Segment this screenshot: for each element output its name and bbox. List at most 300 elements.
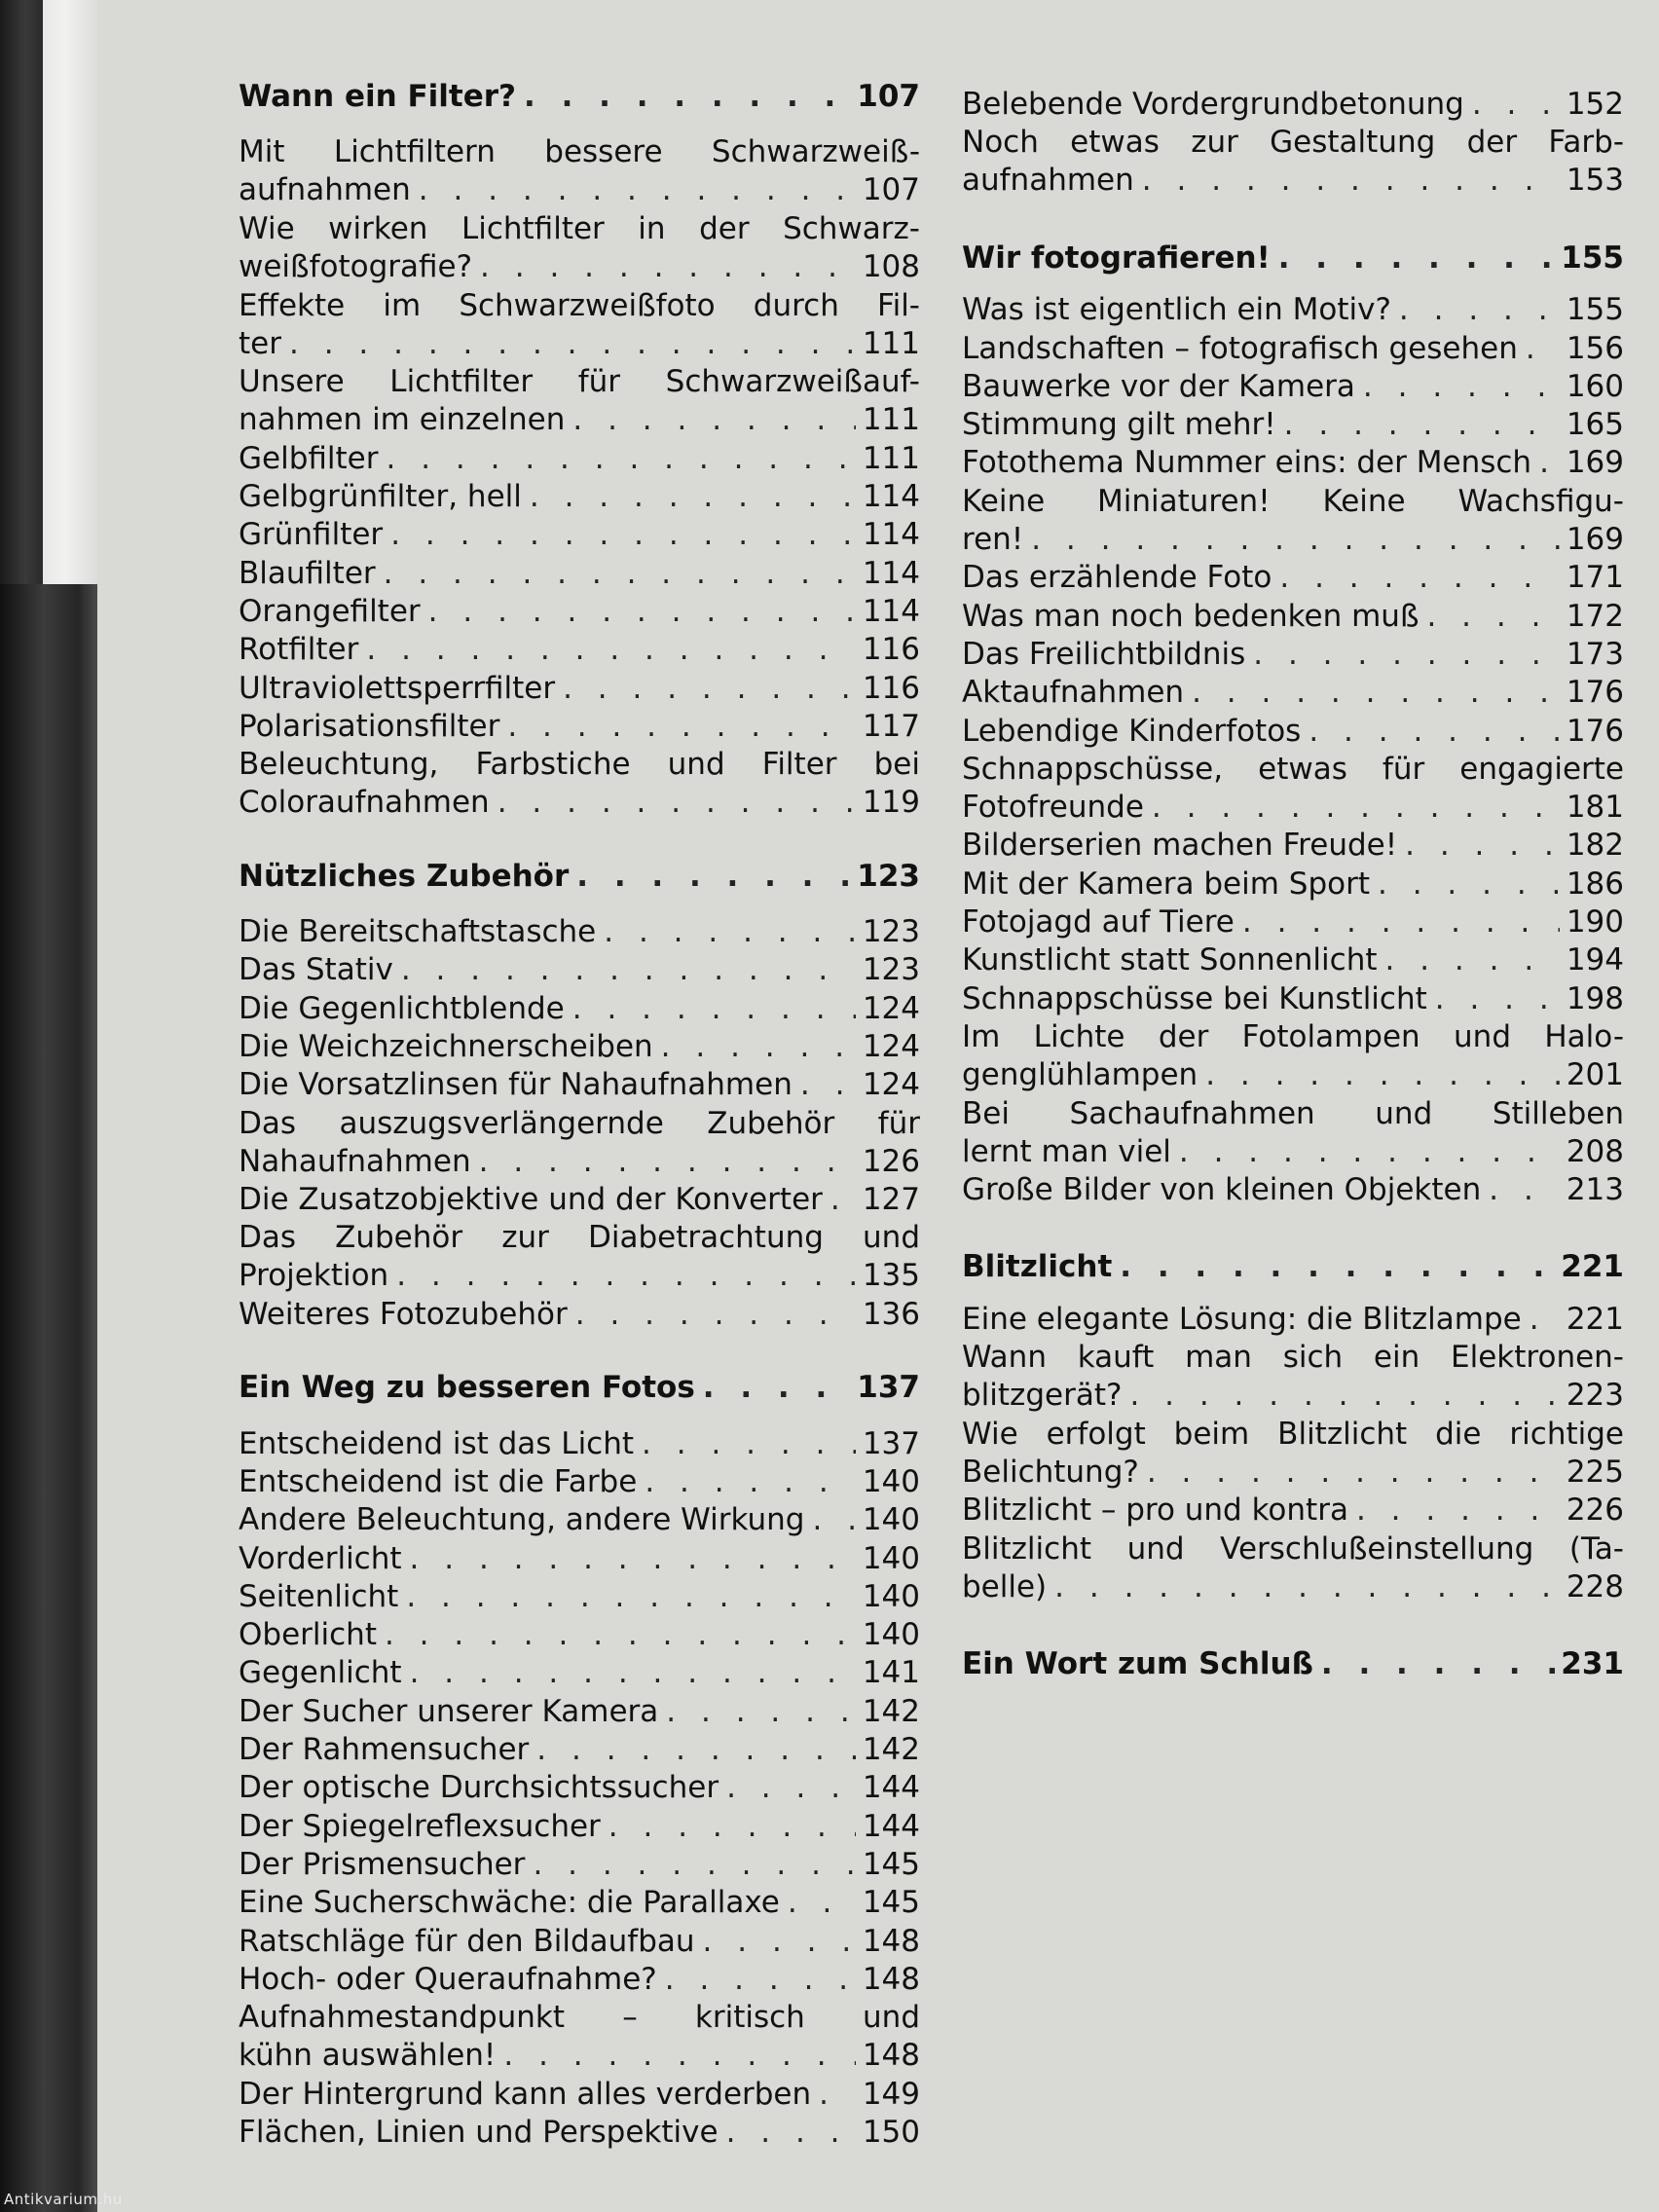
toc-chapter-heading (962, 1645, 1624, 1683)
toc-page-number: 194 (1566, 942, 1624, 978)
dot-leader (289, 325, 856, 363)
toc-page-number: 140 (862, 1463, 920, 1499)
dot-leader (645, 1463, 856, 1501)
dot-leader (788, 1884, 856, 1922)
toc-entry (239, 555, 920, 593)
dot-leader (1129, 1377, 1560, 1415)
dot-leader (387, 440, 857, 478)
dot-leader (726, 1769, 856, 1807)
dot-leader (479, 1143, 856, 1181)
toc-entry-text: Blitzlicht und Verschlußeinstellung (Ta- (962, 1530, 1624, 1567)
toc-page-number: 226 (1566, 1493, 1624, 1529)
toc-entry-text: Gelbgrünfilter, hell (239, 479, 522, 514)
toc-entry (239, 1578, 920, 1616)
toc-entry (962, 86, 1624, 124)
toc-entry (962, 291, 1624, 329)
toc-chapter-heading (962, 240, 1624, 277)
toc-page-number: 148 (862, 2038, 920, 2074)
book-spine-band (0, 584, 97, 2212)
dot-leader (1152, 789, 1560, 827)
dot-leader (1385, 941, 1560, 979)
toc-entry (239, 1540, 920, 1578)
toc-entry-text: Fotojagd auf Tiere (962, 904, 1235, 940)
dot-leader (1179, 1133, 1560, 1171)
toc-entry-text: Große Bilder von kleinen Objekten (962, 1172, 1482, 1208)
toc-page-number: 155 (1566, 292, 1624, 328)
toc-entry (962, 368, 1624, 406)
toc-page-number: 137 (857, 1370, 920, 1406)
toc-entry (239, 593, 920, 631)
dot-leader (812, 1501, 856, 1539)
toc-chapter-heading (239, 858, 920, 896)
toc-entry-text: Bauwerke vor der Kamera (962, 368, 1355, 404)
toc-page-number: 144 (862, 1770, 920, 1806)
toc-page-number: 169 (1566, 445, 1624, 481)
toc-entry (239, 708, 920, 746)
toc-entry-text: Blitzlicht (962, 1249, 1113, 1285)
dot-leader (1526, 330, 1560, 368)
toc-page-number: 116 (862, 632, 920, 668)
toc-entry (962, 124, 1624, 200)
toc-entry (962, 636, 1624, 674)
toc-entry-text: Landschaften – fotografisch gesehen (962, 330, 1518, 366)
dot-leader (830, 1181, 856, 1219)
toc-entry (239, 1923, 920, 1961)
dot-leader (604, 913, 856, 951)
toc-entry (239, 287, 920, 363)
toc-entry-text: Mit der Kamera beim Sport (962, 866, 1370, 902)
toc-entry-text: Bilderserien machen Freude! (962, 828, 1398, 864)
toc-entry-text: Weiteres Fotozubehör (239, 1297, 568, 1332)
toc-entry-text: Nahaufnahmen (239, 1143, 471, 1179)
toc-entry-text: Seitenlicht (239, 1578, 399, 1614)
toc-entry-text: Der Sucher unserer Kamera (239, 1693, 659, 1729)
dot-leader (1142, 162, 1560, 200)
toc-entry (239, 670, 920, 708)
toc-entry-text: blitzgerät? (962, 1378, 1123, 1413)
toc-entry (239, 1219, 920, 1295)
toc-entry-text: Gegenlicht (239, 1655, 402, 1691)
toc-entry (239, 1616, 920, 1654)
dot-leader (1192, 674, 1560, 712)
dot-leader (572, 401, 856, 439)
toc-entry (239, 363, 920, 439)
dot-leader (428, 593, 856, 631)
dot-leader (507, 708, 856, 746)
toc-page-number: 142 (862, 1732, 920, 1767)
toc-entry (239, 951, 920, 989)
toc-page-number: 172 (1566, 598, 1624, 634)
toc-entry-text: Noch etwas zur Gestaltung der Farb- (962, 125, 1624, 161)
toc-entry (239, 631, 920, 669)
toc-entry (962, 866, 1624, 903)
toc-page-number: 114 (862, 593, 920, 629)
toc-entry-text: Die Bereitschaftstasche (239, 914, 597, 949)
toc-entry (239, 1884, 920, 1922)
toc-page-number: 173 (1566, 636, 1624, 672)
toc-page-number: 160 (1566, 368, 1624, 404)
toc-entry (239, 1693, 920, 1731)
toc-entry-text: Schnappschüsse bei Kunstlicht (962, 980, 1427, 1016)
toc-entry-text: Eine elegante Lösung: die Blitzlampe (962, 1301, 1522, 1337)
toc-entry (962, 903, 1624, 941)
toc-page-number: 135 (862, 1258, 920, 1294)
toc-page-number: 140 (862, 1502, 920, 1538)
toc-chapter-heading (239, 1369, 920, 1407)
toc-entry-text: lernt man viel (962, 1133, 1171, 1169)
dot-leader (576, 858, 851, 896)
dot-leader (1279, 559, 1560, 597)
toc-entry (239, 1066, 920, 1104)
toc-entry-text: Stimmung gilt mehr! (962, 407, 1276, 443)
toc-entry-text: Hoch- oder Queraufnahme? (239, 1961, 657, 1997)
dot-leader (703, 1923, 856, 1961)
dot-leader (1205, 1056, 1560, 1094)
toc-entry-text: Das auszugsverlängernde Zubehör für (239, 1105, 920, 1141)
dot-leader (1054, 1568, 1560, 1606)
toc-entry-text: aufnahmen (962, 163, 1134, 199)
toc-entry-text: Effekte im Schwarzweißfoto durch Fil- (239, 287, 920, 323)
toc-page-number: 123 (862, 952, 920, 988)
toc-entry (239, 2114, 920, 2152)
toc-page-number: 126 (862, 1143, 920, 1179)
toc-entry-text: Belichtung? (962, 1454, 1139, 1490)
dot-leader (1435, 980, 1560, 1018)
toc-page-number: 123 (857, 858, 920, 894)
dot-leader (661, 1028, 856, 1066)
toc-entry (962, 713, 1624, 751)
dot-leader (703, 1369, 852, 1407)
toc-entry-text: Schnappschüsse, etwas für engagierte (962, 751, 1624, 787)
toc-entry (962, 827, 1624, 865)
toc-entry-text: Ein Wort zum Schluß (962, 1646, 1313, 1682)
toc-entry (239, 133, 920, 209)
toc-entry (239, 1999, 920, 2075)
toc-page-number: 155 (1561, 240, 1624, 276)
toc-entry (962, 980, 1624, 1018)
toc-page-number: 108 (862, 248, 920, 284)
dot-leader (819, 2076, 856, 2114)
toc-page-number: 107 (862, 172, 920, 208)
toc-page-number: 124 (862, 1067, 920, 1103)
toc-page-number: 114 (862, 555, 920, 591)
toc-entry-text: Was ist eigentlich ein Motiv? (962, 292, 1391, 328)
toc-entry (962, 483, 1624, 559)
toc-entry-text: Was man noch bedenken muß (962, 598, 1419, 634)
toc-entry-text: Ratschläge für den Bildaufbau (239, 1923, 695, 1959)
toc-entry-text: Keine Miniaturen! Keine Wachsfigu- (962, 483, 1624, 519)
toc-page-number: 169 (1566, 521, 1624, 557)
toc-page-number: 182 (1566, 828, 1624, 864)
dot-leader (498, 784, 856, 822)
toc-entry (239, 1463, 920, 1501)
toc-page-number: 152 (1566, 87, 1624, 122)
toc-page-number: 213 (1566, 1172, 1624, 1208)
toc-entry-text: Das erzählende Foto (962, 560, 1272, 596)
toc-entry (239, 516, 920, 554)
dot-leader (384, 555, 856, 593)
toc-entry (962, 1095, 1624, 1171)
toc-entry-text: ter (239, 325, 281, 361)
dot-leader (1147, 1454, 1560, 1492)
dot-leader (390, 516, 856, 554)
dot-leader (1284, 406, 1560, 444)
toc-entry (239, 990, 920, 1028)
toc-entry-text: Gelbfilter (239, 440, 379, 476)
toc-page-number: 223 (1566, 1378, 1624, 1413)
toc-page-number: 190 (1566, 904, 1624, 940)
watermark: Antikvarium.hu (4, 2191, 123, 2208)
toc-page-number: 165 (1566, 407, 1624, 443)
toc-page-number: 181 (1566, 789, 1624, 825)
toc-entry (239, 1961, 920, 1999)
toc-entry (239, 1105, 920, 1181)
toc-entry-text: Das Freilichtbildnis (962, 636, 1246, 672)
toc-entry-text: Der Spiegelreflexsucher (239, 1808, 601, 1844)
toc-entry-text: Das Zubehör zur Diabetrachtung und (239, 1220, 920, 1256)
toc-entry (239, 1425, 920, 1463)
toc-entry (962, 559, 1624, 597)
toc-entry-text: Die Weichzeichnerscheiben (239, 1028, 653, 1064)
toc-page-number: 198 (1566, 980, 1624, 1016)
toc-page-number: 136 (862, 1297, 920, 1332)
toc-page-number: 231 (1561, 1646, 1624, 1682)
toc-page-number: 145 (862, 1885, 920, 1921)
toc-page-number: 111 (862, 440, 920, 476)
dot-leader (800, 1066, 856, 1104)
toc-chapter-heading (239, 78, 920, 116)
toc-page-number: 221 (1561, 1249, 1624, 1285)
toc-entry-text: Blitzlicht – pro und kontra (962, 1493, 1348, 1529)
toc-page-number: 114 (862, 517, 920, 553)
toc-entry (962, 1171, 1624, 1209)
dot-leader (1539, 444, 1560, 482)
toc-entry (962, 1339, 1624, 1415)
toc-entry-text: Die Gegenlichtblende (239, 990, 565, 1026)
toc-chapter-heading (962, 1248, 1624, 1286)
toc-entry (962, 751, 1624, 827)
dot-leader (1242, 903, 1560, 941)
dot-leader (726, 2114, 856, 2152)
dot-leader (396, 1257, 856, 1295)
toc-entry-text: Flächen, Linien und Perspektive (239, 2115, 719, 2150)
toc-page-number: 201 (1566, 1056, 1624, 1092)
toc-entry-text: Fotofreunde (962, 789, 1144, 825)
toc-entry-text: Kunstlicht statt Sonnenlicht (962, 942, 1378, 978)
toc-entry (962, 674, 1624, 712)
dot-leader (533, 1846, 856, 1884)
toc-entry-text: Mit Lichtfiltern bessere Schwarzweiß- (239, 134, 920, 170)
toc-page-number: 117 (862, 708, 920, 744)
toc-page-number: 111 (862, 325, 920, 361)
dot-leader (608, 1808, 856, 1846)
toc-entry-text: Der Prismensucher (239, 1846, 526, 1882)
toc-entry-text: genglühlampen (962, 1056, 1198, 1092)
toc-page-number: 176 (1566, 675, 1624, 711)
toc-entry-text: weißfotografie? (239, 248, 473, 284)
toc-entry-text: Wann kauft man sich ein Elektronen- (962, 1340, 1624, 1375)
dot-leader (503, 2037, 856, 2075)
dot-leader (572, 990, 856, 1028)
toc-entry-text: Bei Sachaufnahmen und Stilleben (962, 1095, 1624, 1131)
toc-entry-text: Projektion (239, 1258, 389, 1294)
toc-entry-text: Unsere Lichtfilter für Schwarzweißauf- (239, 364, 920, 400)
toc-entry-text: belle) (962, 1568, 1048, 1604)
dot-leader (1399, 291, 1560, 329)
dot-leader (666, 1693, 856, 1731)
dot-leader (410, 1540, 856, 1578)
dot-leader (530, 478, 856, 516)
toc-entry (239, 1028, 920, 1066)
toc-page-number: 221 (1566, 1301, 1624, 1337)
toc-page-number: 145 (862, 1846, 920, 1882)
toc-page-number: 124 (862, 1028, 920, 1064)
dot-leader (1363, 368, 1560, 406)
toc-entry-text: Grünfilter (239, 517, 384, 553)
toc-entry (239, 1181, 920, 1219)
toc-page-number: 144 (862, 1808, 920, 1844)
dot-leader (1378, 866, 1560, 903)
toc-page-number: 225 (1566, 1454, 1624, 1490)
toc-entry (962, 1301, 1624, 1339)
toc-entry (962, 1492, 1624, 1530)
dot-leader (1120, 1248, 1555, 1286)
dot-leader (1253, 636, 1560, 674)
dot-leader (1426, 598, 1560, 636)
toc-entry-text: Polarisationsfilter (239, 708, 500, 744)
toc-entry (239, 1808, 920, 1846)
toc-page-number: 156 (1566, 330, 1624, 366)
toc-entry (962, 941, 1624, 979)
toc-page-number: 148 (862, 1923, 920, 1959)
toc-entry-text: Der Hintergrund kann alles verderben (239, 2076, 812, 2112)
toc-page-number: 153 (1566, 163, 1624, 199)
dot-leader (1321, 1645, 1555, 1683)
toc-page-number: 140 (862, 1578, 920, 1614)
dot-leader (1278, 240, 1556, 277)
toc-entry (239, 1769, 920, 1807)
toc-page-number: 228 (1566, 1568, 1624, 1604)
toc-entry-text: Coloraufnahmen (239, 785, 490, 821)
toc-entry (239, 478, 920, 516)
toc-page-number: 140 (862, 1540, 920, 1576)
toc-entry-text: Aufnahmestandpunkt – kritisch und (239, 2000, 920, 2036)
dot-leader (665, 1961, 856, 1999)
toc-entry (962, 406, 1624, 444)
toc-page-number: 114 (862, 479, 920, 514)
dot-leader (642, 1425, 856, 1463)
toc-entry-text: Wann ein Filter? (239, 79, 516, 114)
toc-entry-text: Entscheidend ist das Licht (239, 1425, 635, 1461)
dot-leader (410, 1654, 856, 1692)
toc-entry-text: Der Rahmensucher (239, 1732, 530, 1767)
toc-page-number: 148 (862, 1961, 920, 1997)
toc-entry-text: Ein Weg zu besseren Fotos (239, 1370, 695, 1406)
toc-entry (962, 1018, 1624, 1094)
toc-entry (239, 2076, 920, 2114)
toc-page-number: 141 (862, 1655, 920, 1691)
dot-leader (1031, 521, 1560, 559)
toc-page-number: 140 (862, 1617, 920, 1653)
toc-entry-text: Belebende Vordergrundbetonung (962, 87, 1464, 122)
dot-leader (1309, 713, 1560, 751)
toc-entry-text: Andere Beleuchtung, andere Wirkung (239, 1502, 805, 1538)
toc-entry-text: Oberlicht (239, 1617, 377, 1653)
toc-entry-text: Wir fotografieren! (962, 240, 1271, 276)
toc-entry-text: aufnahmen (239, 172, 411, 208)
toc-entry-text: Eine Sucherschwäche: die Parallaxe (239, 1885, 780, 1921)
toc-entry (962, 330, 1624, 368)
toc-entry-text: Beleuchtung, Farbstiche und Filter bei (239, 747, 920, 783)
toc-entry (239, 1654, 920, 1692)
toc-entry (239, 1296, 920, 1334)
toc-entry-text: Aktaufnahmen (962, 675, 1185, 711)
toc-entry-text: Vorderlicht (239, 1540, 402, 1576)
toc-page-number: 124 (862, 990, 920, 1026)
toc-entry-text: Wie erfolgt beim Blitzlicht die richtige (962, 1416, 1624, 1452)
toc-entry-text: Blaufilter (239, 555, 376, 591)
toc-entry-text: Lebendige Kinderfotos (962, 713, 1302, 749)
toc-entry (962, 1530, 1624, 1606)
toc-page-number: 176 (1566, 713, 1624, 749)
toc-page-number: 149 (862, 2076, 920, 2112)
toc-page-number: 107 (857, 79, 920, 114)
dot-leader (406, 1578, 856, 1616)
dot-leader (563, 670, 856, 708)
toc-page-number: 123 (862, 914, 920, 949)
toc-page-number: 150 (862, 2115, 920, 2150)
toc-page-number: 186 (1566, 866, 1624, 902)
dot-leader (480, 248, 856, 286)
toc-page-number: 137 (862, 1425, 920, 1461)
toc-page-number: 119 (862, 785, 920, 821)
toc-entry (239, 1501, 920, 1539)
toc-entry-text: Rotfilter (239, 632, 359, 668)
toc-entry-text: Entscheidend ist die Farbe (239, 1463, 638, 1499)
dot-leader (1405, 827, 1560, 865)
toc-entry-text: Der optische Durchsichtssucher (239, 1770, 719, 1806)
toc-entry (239, 210, 920, 286)
toc-entry (962, 444, 1624, 482)
toc-entry-text: kühn auswählen! (239, 2038, 497, 2074)
dot-leader (1530, 1301, 1560, 1339)
toc-entry (962, 1416, 1624, 1492)
dot-leader (524, 78, 851, 116)
toc-entry-text: Fotothema Nummer eins: der Mensch (962, 445, 1532, 481)
toc-page-number: 208 (1566, 1133, 1624, 1169)
dot-leader (401, 951, 856, 989)
dot-leader (419, 171, 856, 209)
toc-entry-text: Nützliches Zubehör (239, 858, 570, 894)
toc-entry-text: Im Lichte der Fotolampen und Halo- (962, 1018, 1624, 1054)
toc-page-number: 116 (862, 670, 920, 706)
toc-page-number: 142 (862, 1693, 920, 1729)
toc-entry-text: ren! (962, 521, 1024, 557)
dot-leader (575, 1296, 856, 1334)
toc-entry-text: Die Vorsatzlinsen für Nahaufnahmen (239, 1067, 793, 1103)
toc-page-number: 127 (862, 1182, 920, 1218)
toc-entry-text: Wie wirken Lichtfilter in der Schwarz- (239, 210, 920, 246)
dot-leader (366, 631, 856, 669)
toc-page-number: 111 (862, 402, 920, 438)
toc-entry (239, 1846, 920, 1884)
dot-leader (536, 1731, 856, 1769)
toc-entry-text: nahmen im einzelnen (239, 402, 566, 438)
dot-leader (1472, 86, 1560, 124)
toc-entry (962, 598, 1624, 636)
toc-entry (239, 440, 920, 478)
toc-entry-text: Das Stativ (239, 952, 393, 988)
